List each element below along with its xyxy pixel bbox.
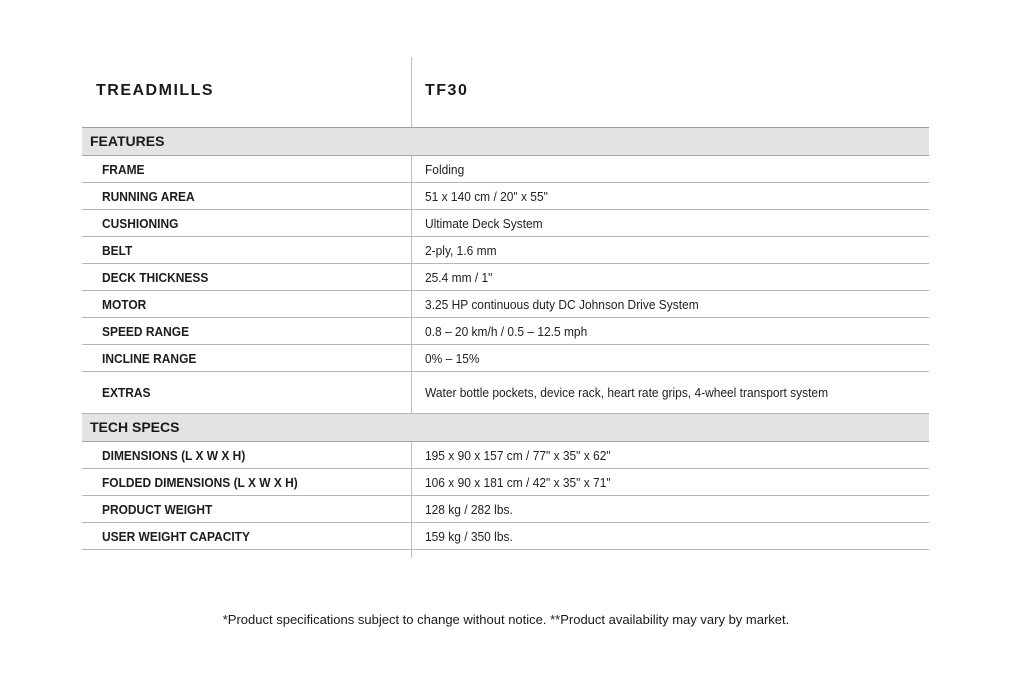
spec-value: 106 x 90 x 181 cm / 42" x 35" x 71" <box>425 474 611 490</box>
spec-value: Ultimate Deck System <box>425 215 543 231</box>
spec-value: Water bottle pockets, device rack, heart rate grips, 4-wheel transport system <box>425 385 829 400</box>
spec-label: PRODUCT WEIGHT <box>102 501 213 517</box>
table-row <box>82 291 929 318</box>
spec-label: DIMENSIONS (L X W X H) <box>102 447 246 463</box>
table-row <box>82 264 929 291</box>
table-row <box>82 156 929 183</box>
section-features: FEATURES <box>82 128 929 156</box>
spec-value: 3.25 HP continuous duty DC Johnson Drive System <box>425 296 699 312</box>
spec-value: 25.4 mm / 1" <box>425 269 493 285</box>
spec-value: 159 kg / 350 lbs. <box>425 528 513 544</box>
table-row <box>82 237 929 264</box>
spec-label: FRAME <box>102 161 145 177</box>
table-row <box>82 523 929 550</box>
table-row <box>82 469 929 496</box>
spec-label: CUSHIONING <box>102 215 179 231</box>
spec-value: 128 kg / 282 lbs. <box>425 501 513 517</box>
spec-label: FOLDED DIMENSIONS (L X W X H) <box>102 474 298 490</box>
table-row <box>82 496 929 523</box>
category-heading: TREADMILLS <box>96 82 215 99</box>
spec-value: 51 x 140 cm / 20" x 55" <box>425 188 548 204</box>
section-tech-specs: TECH SPECS <box>82 414 929 442</box>
spec-value: 0% – 15% <box>425 350 480 366</box>
table-row <box>82 345 929 372</box>
spec-label: RUNNING AREA <box>102 188 195 204</box>
table-header <box>82 57 929 128</box>
spec-label: DECK THICKNESS <box>102 269 209 285</box>
table-row <box>82 372 929 414</box>
table-row <box>82 183 929 210</box>
spec-label: SPEED RANGE <box>102 323 190 339</box>
spec-value: Folding <box>425 161 465 177</box>
spec-value: 0.8 – 20 km/h / 0.5 – 12.5 mph <box>425 323 588 339</box>
spec-label: MOTOR <box>102 296 147 312</box>
table-row <box>82 318 929 345</box>
spec-table <box>82 57 929 550</box>
footnote: *Product specifications subject to change without notice. **Product availability may vary by market. <box>222 612 790 627</box>
spec-label: BELT <box>102 242 133 258</box>
spec-value: 195 x 90 x 157 cm / 77" x 35" x 62" <box>425 447 611 463</box>
table-row <box>82 210 929 237</box>
table-row <box>82 442 929 469</box>
model-heading: TF30 <box>425 82 469 99</box>
spec-label: INCLINE RANGE <box>102 350 197 366</box>
spec-label: USER WEIGHT CAPACITY <box>102 528 250 544</box>
spec-label: EXTRAS <box>102 385 151 400</box>
spec-value: 2-ply, 1.6 mm <box>425 242 497 258</box>
